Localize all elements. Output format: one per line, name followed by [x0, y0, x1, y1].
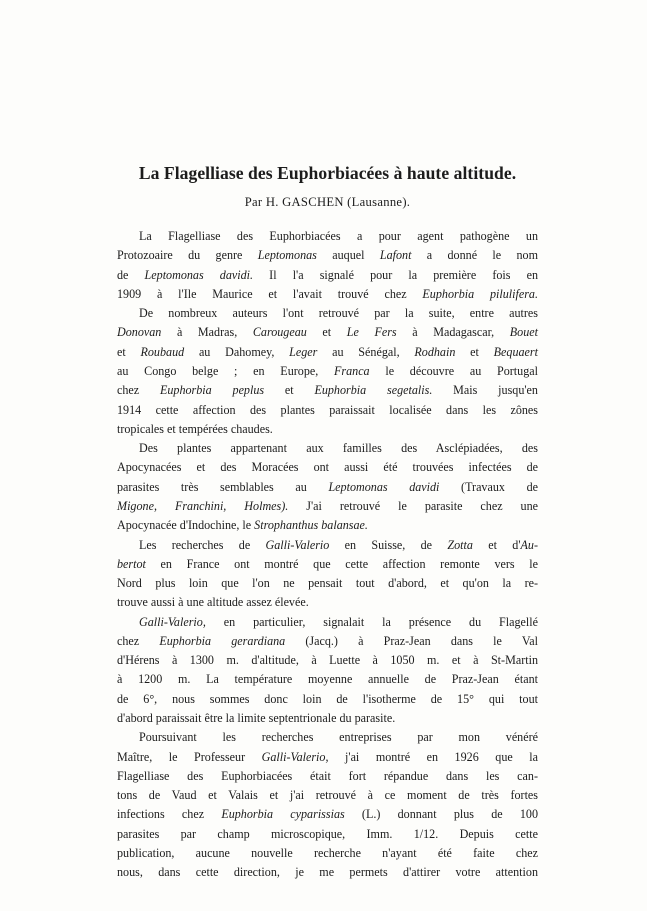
text-line: [117, 805, 538, 824]
text-line: [117, 863, 538, 882]
text-run: auquel: [316, 248, 380, 263]
text-line: [117, 574, 538, 593]
italic-text: Galli-Valerio,: [139, 614, 206, 629]
text-run: Il l'a signalé pour la première fois en: [253, 267, 538, 282]
italic-text: Migone, Franchini, Holmes).: [117, 498, 289, 513]
text-run: de: [117, 267, 145, 282]
text-run: 1909 à l'Ile Maurice et l'avait trouvé chez: [117, 286, 423, 301]
text-run: à Madras,: [161, 325, 253, 340]
text-run: La Flagelliase des Euphorbiacées a pour agent pathogène un: [139, 229, 538, 243]
text-line: [117, 670, 538, 689]
text-run: le découvre au Portugal: [369, 363, 538, 378]
text-line: [117, 285, 538, 304]
text-run: (Travaux de: [439, 479, 538, 494]
text-line: [117, 362, 538, 381]
text-run: a donné le nom: [411, 248, 538, 263]
text-run: Protozoaire du genre: [117, 248, 258, 263]
text-run: et d': [472, 537, 521, 552]
text-run: (Jacq.) à Praz-Jean dans le Val: [285, 633, 538, 648]
italic-text: Galli-Valerio: [265, 537, 330, 552]
text-line: [117, 632, 538, 651]
text-line: [117, 516, 538, 535]
text-line: [117, 458, 538, 477]
text-run: 1914 cette affection des plantes paraissait localisée dans les zônes: [117, 402, 538, 417]
text-run: Flagelliase des Euphorbiacées était fort répandue dans les can-: [117, 768, 538, 783]
text-run: parasites par champ microscopique, Imm. 1/12. Depuis cette: [117, 826, 538, 841]
text-run: (L.) donnant plus de 100: [344, 807, 538, 822]
article-body: [117, 227, 538, 883]
text-line: [117, 651, 538, 670]
text-run: en France ont montré que cette affection remonte vers le: [145, 556, 538, 571]
italic-text: Carougeau: [252, 325, 307, 340]
italic-text: Strophanthus balansae.: [254, 518, 368, 533]
text-run: publication, aucune nouvelle recherche n'ayant été faite chez: [117, 846, 538, 860]
text-run: Apocynacées et des Moracées ont aussi été trouvées infectées de: [117, 460, 538, 475]
text-run: et: [306, 325, 347, 340]
text-run: et: [117, 344, 141, 359]
text-line: [117, 555, 538, 574]
text-run: Des plantes appartenant aux familles des Asclépiadées, des: [139, 441, 538, 456]
text-line: [117, 323, 538, 342]
author-line: Par H. GASCHEN (Lausanne).: [244, 195, 411, 209]
text-run: au Congo belge ; en Europe,: [117, 363, 334, 378]
italic-text: Au-: [520, 537, 538, 552]
text-run: tons de Vaud et Valais et j'ai retrouvé à ce moment de très fortes: [117, 788, 538, 803]
text-run: chez: [117, 383, 160, 398]
text-run: infections chez: [117, 807, 222, 822]
italic-text: Euphorbia gerardiana: [159, 633, 286, 648]
text-run: de 6°, nous sommes donc loin de l'isotherme de 15° qui tout: [117, 691, 538, 706]
text-line: [117, 709, 538, 728]
text-line: [117, 844, 538, 863]
text-line: [117, 478, 538, 497]
text-run: d'Hérens à 1300 m. d'altitude, à Luette à 1050 m. et à St-Martin: [117, 653, 538, 668]
article-title: La Flagelliase des Euphorbiacées à haute altitude.: [138, 163, 517, 183]
italic-text: Euphorbia cyparissias: [221, 807, 345, 822]
text-run: j'ai montré en 1926 que la: [328, 749, 538, 764]
italic-text: Leptomonas davidi.: [144, 267, 254, 282]
text-run: tropicales et tempérées chaudes.: [117, 421, 273, 436]
text-run: Poursuivant les recherches entreprises par mon vénéré: [139, 730, 538, 745]
italic-text: Bouet: [509, 325, 539, 340]
text-line: [117, 343, 538, 362]
text-line: [117, 304, 538, 323]
document-page: [117, 162, 538, 883]
text-run: trouve aussi à une altitude assez élevée.: [117, 595, 309, 610]
text-run: d'abord paraissait être la limite septentrionale du parasite.: [117, 711, 396, 726]
italic-text: Donovan: [117, 325, 162, 340]
text-line: [117, 439, 538, 458]
text-run: à Madagascar,: [396, 325, 510, 340]
text-line: [117, 401, 538, 420]
text-run: et: [264, 383, 315, 398]
text-run: en particulier, signalait la présence du Flagellé: [205, 614, 538, 629]
italic-text: Leger: [289, 344, 318, 359]
text-line: [117, 767, 538, 786]
text-run: Les recherches de: [139, 537, 266, 552]
text-run: Mais jusqu'en: [432, 383, 538, 398]
text-run: chez: [117, 633, 160, 648]
italic-text: Euphorbia pilulifera.: [422, 286, 539, 301]
text-line: [117, 593, 538, 612]
italic-text: Euphorbia segetalis.: [314, 383, 433, 398]
text-line: [117, 227, 538, 246]
italic-text: Zotta: [447, 537, 473, 552]
text-line: [117, 420, 538, 439]
text-run: Apocynacée d'Indochine, le: [117, 518, 255, 533]
text-line: [117, 786, 538, 805]
text-line: [117, 825, 538, 844]
italic-text: Franca: [334, 363, 370, 378]
italic-text: Leptomonas davidi: [328, 479, 440, 494]
italic-text: bertot: [117, 556, 146, 571]
text-run: Maître, le Professeur: [117, 749, 262, 764]
italic-text: Euphorbia peplus: [159, 383, 265, 398]
text-line: [117, 497, 538, 516]
text-line: [117, 728, 538, 747]
text-line: [117, 690, 538, 709]
text-run: Nord plus loin que l'on ne pensait tout d'abord, et qu'on la re-: [117, 576, 538, 591]
italic-text: Lafont: [379, 248, 412, 263]
text-run: et: [455, 344, 494, 359]
text-line: [117, 246, 538, 265]
text-run: au Dahomey,: [184, 344, 290, 359]
text-run: parasites très semblables au: [117, 479, 329, 494]
text-line: [117, 266, 538, 285]
text-run: De nombreux auteurs l'ont retrouvé par la suite, entre autres: [139, 306, 538, 321]
text-line: [117, 748, 538, 767]
text-run: nous, dans cette direction, je me permets d'attirer votre attention: [117, 865, 538, 880]
text-run: en Suisse, de: [329, 537, 448, 552]
italic-text: Leptomonas: [257, 248, 317, 263]
italic-text: Rodhain: [414, 344, 456, 359]
italic-text: Bequaert: [493, 344, 538, 359]
text-run: J'ai retrouvé le parasite chez une: [288, 498, 538, 513]
italic-text: Roubaud: [140, 344, 185, 359]
text-line: [117, 613, 538, 632]
italic-text: Galli-Valerio,: [261, 749, 329, 764]
text-run: à 1200 m. La température moyenne annuelle de Praz-Jean étant: [117, 672, 538, 687]
text-line: [117, 381, 538, 400]
text-line: [117, 536, 538, 555]
italic-text: Le Fers: [346, 325, 397, 340]
text-run: au Sénégal,: [317, 344, 415, 359]
